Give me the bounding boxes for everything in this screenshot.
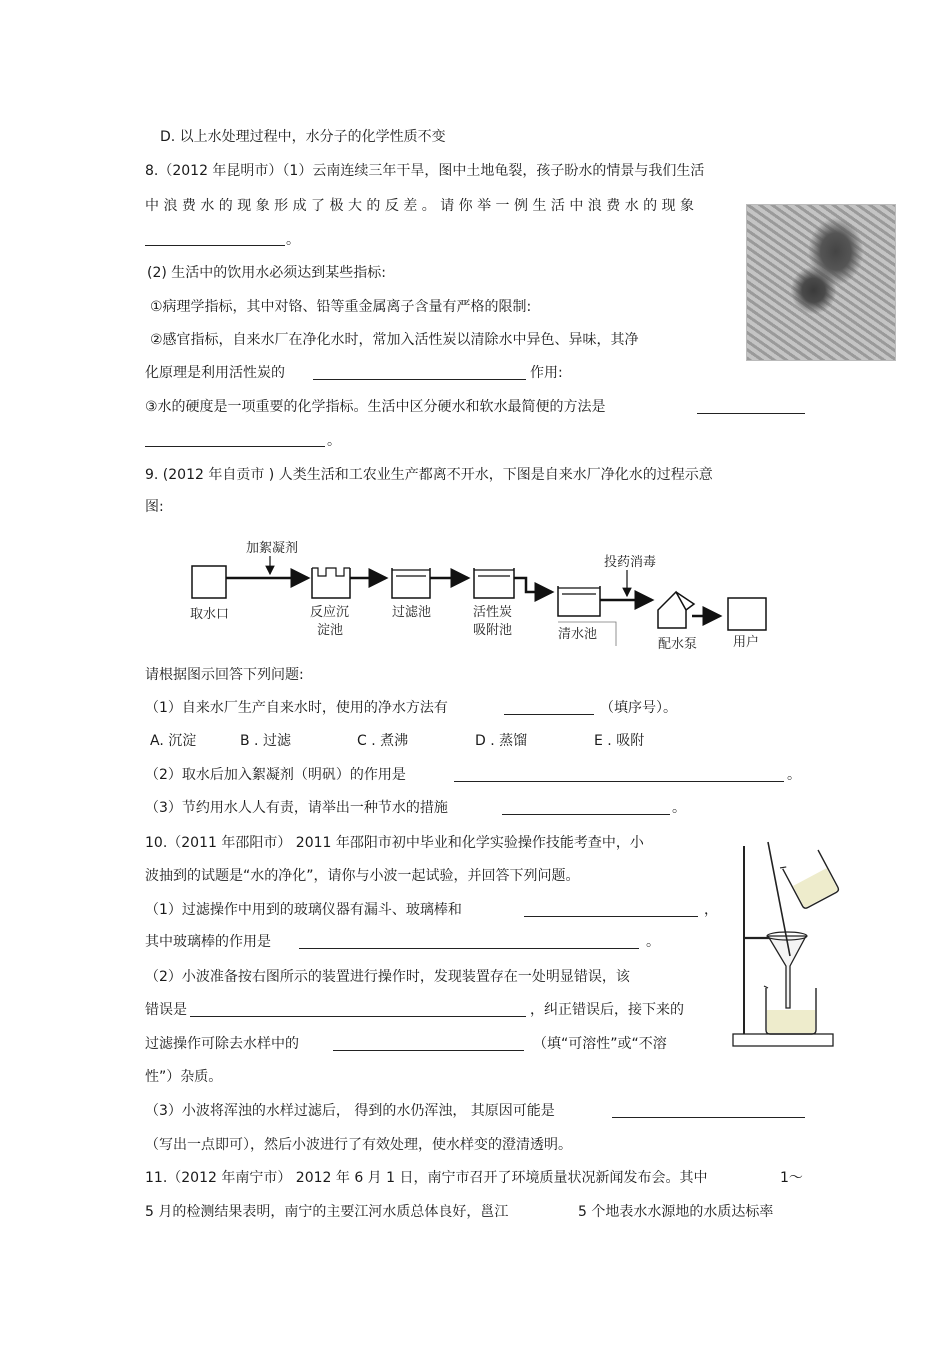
clear-water-label: 清水池 [558, 627, 598, 642]
filtration-apparatus [728, 838, 850, 1060]
q8-item-2b-end: 作用: [530, 365, 563, 381]
q9-option-b: B . 过滤 [240, 733, 291, 749]
q9-line-2: 图: [145, 499, 164, 515]
q8-answer-blank-1[interactable] [145, 245, 285, 246]
reaction-label-2: 淀池 [317, 623, 344, 638]
q9-answer-blank-1[interactable] [504, 714, 594, 715]
q10-answer-blank-5[interactable] [612, 1117, 805, 1118]
q9-option-a: A. 沉淀 [150, 733, 197, 749]
q10-sub-1b-end: 。 [646, 934, 660, 950]
q10-sub-1-end: ， [704, 902, 718, 918]
q8-answer-blank-3b[interactable] [145, 446, 325, 447]
intake-box [192, 566, 226, 598]
q10-answer-blank-3[interactable] [190, 1016, 526, 1017]
q10-sub-2c: 过滤操作可除去水样中的 [145, 1036, 299, 1052]
q8-answer-blank-3a[interactable] [697, 413, 805, 414]
carbon-tank [474, 568, 514, 598]
reaction-tank [312, 568, 350, 598]
q10-answer-blank-2[interactable] [299, 948, 639, 949]
flocculant-label: 加絮凝剂 [246, 541, 299, 556]
q9-sub-3: （3）节约用水人人有责，请举出一种节水的措施 [145, 800, 448, 816]
water-treatment-diagram [180, 530, 780, 660]
q8-item-2b: 化原理是利用活性炭的 [145, 365, 285, 381]
disinfect-label: 投药消毒 [604, 555, 657, 570]
q9-option-c: C . 煮沸 [357, 733, 409, 749]
q10-sub-2b: 错误是 [145, 1002, 187, 1018]
q11-line-1-end: 1～ [780, 1170, 803, 1186]
q10-sub-1: （1）过滤操作中用到的玻璃仪器有漏斗、玻璃棒和 [145, 902, 462, 918]
q10-sub-1b: 其中玻璃棒的作用是 [145, 934, 271, 950]
q8-sub-2: (2) 生活中的饮用水必须达到某些指标: [147, 265, 386, 281]
q10-answer-blank-4[interactable] [333, 1050, 524, 1051]
q9-option-d: D . 蒸馏 [475, 733, 528, 749]
filter-tank [392, 568, 430, 598]
funnel [768, 936, 806, 1008]
q8-item-3-end: 。 [327, 433, 341, 449]
q9-sub-1: （1）自来水厂生产自来水时，使用的净水方法有 [145, 700, 448, 716]
q7-option-d: D. 以上水处理过程中，水分子的化学性质不变 [160, 129, 446, 145]
stand-base [733, 1034, 833, 1046]
pump-icon [658, 592, 694, 628]
q9-answer-blank-2[interactable] [454, 781, 784, 782]
q8-answer-blank-2[interactable] [313, 379, 526, 380]
q10-sub-2b-end: ，纠正错误后，接下来的 [530, 1002, 684, 1018]
q11-line-2: 5 月的检测结果表明，南宁的主要江河水质总体良好，邕江 [145, 1204, 509, 1220]
q10-line-1: 10.（2011 年邵阳市） 2011 年邵阳市初中毕业和化学实验操作技能考查中，小 [145, 835, 644, 851]
filter-label: 过滤池 [392, 605, 432, 620]
reaction-label-1: 反应沉 [310, 605, 350, 620]
q8-line-2: 中 浪 费 水 的 现 象 形 成 了 极 大 的 反 差 。 请 你 举 一 例 生 活 中 浪 费 水 的 现 象 [145, 198, 695, 214]
q10-sub-2d: 性”）杂质。 [145, 1069, 223, 1085]
carbon-label-2: 吸附池 [473, 623, 513, 638]
q8-item-1: ①病理学指标，其中对铬、铅等重金属离子含量有严格的限制: [150, 299, 532, 315]
q9-option-e: E . 吸附 [594, 733, 645, 749]
q8-item-3: ③水的硬度是一项重要的化学指标。生活中区分硬水和软水最简便的方法是 [145, 399, 606, 415]
q10-answer-blank-1[interactable] [524, 916, 698, 917]
q10-sub-3: （3）小波将浑浊的水样过滤后， 得到的水仍浑浊， 其原因可能是 [145, 1103, 555, 1119]
q11-line-2-end: 5 个地表水水源地的水质达标率 [578, 1204, 774, 1220]
q11-line-1: 11.（2012 年南宁市） 2012 年 6 月 1 日，南宁市召开了环境质量状况新闻发布会。其中 [145, 1170, 708, 1186]
drought-photo [746, 204, 896, 361]
q9-sub-3-end: 。 [672, 800, 686, 816]
carbon-label-1: 活性炭 [473, 605, 513, 620]
intake-label: 取水口 [190, 607, 230, 622]
q8-line-1: 8.（2012 年昆明市）（1）云南连续三年干旱，图中土地龟裂，孩子盼水的情景与我们生活 [145, 163, 705, 179]
q10-sub-2: （2）小波准备按右图所示的装置进行操作时，发现装置存在一处明显错误，该 [145, 969, 630, 985]
q9-sub-2: （2）取水后加入絮凝剂（明矾）的作用是 [145, 767, 406, 783]
q10-sub-3b: （写出一点即可），然后小波进行了有效处理，使水样变的澄清透明。 [145, 1137, 572, 1153]
q10-line-2: 波抽到的试题是“水的净化”，请你与小波一起试验，并回答下列问题。 [145, 868, 580, 884]
pouring-beaker [780, 848, 840, 910]
q10-sub-2c-end: （填“可溶性”或“不溶 [533, 1036, 667, 1052]
user-label: 用户 [733, 635, 760, 650]
q8-item-2: ②感官指标，自来水厂在净化水时，常加入活性炭以清除水中异色、异味，其净 [150, 332, 639, 348]
pump-label: 配水泵 [658, 637, 698, 652]
q9-answer-blank-3[interactable] [502, 814, 670, 815]
q9-line-1: 9. (2012 年自贡市 ) 人类生活和工农业生产都离不开水，下图是自来水厂净化水的过程示意 [145, 467, 713, 483]
q9-sub-1-end: （填序号）。 [600, 700, 677, 716]
user-box [728, 598, 766, 630]
q8-line-3-end: 。 [286, 232, 300, 248]
q9-prompt: 请根据图示回答下列问题: [145, 667, 304, 683]
q9-sub-2-end: 。 [787, 767, 801, 783]
